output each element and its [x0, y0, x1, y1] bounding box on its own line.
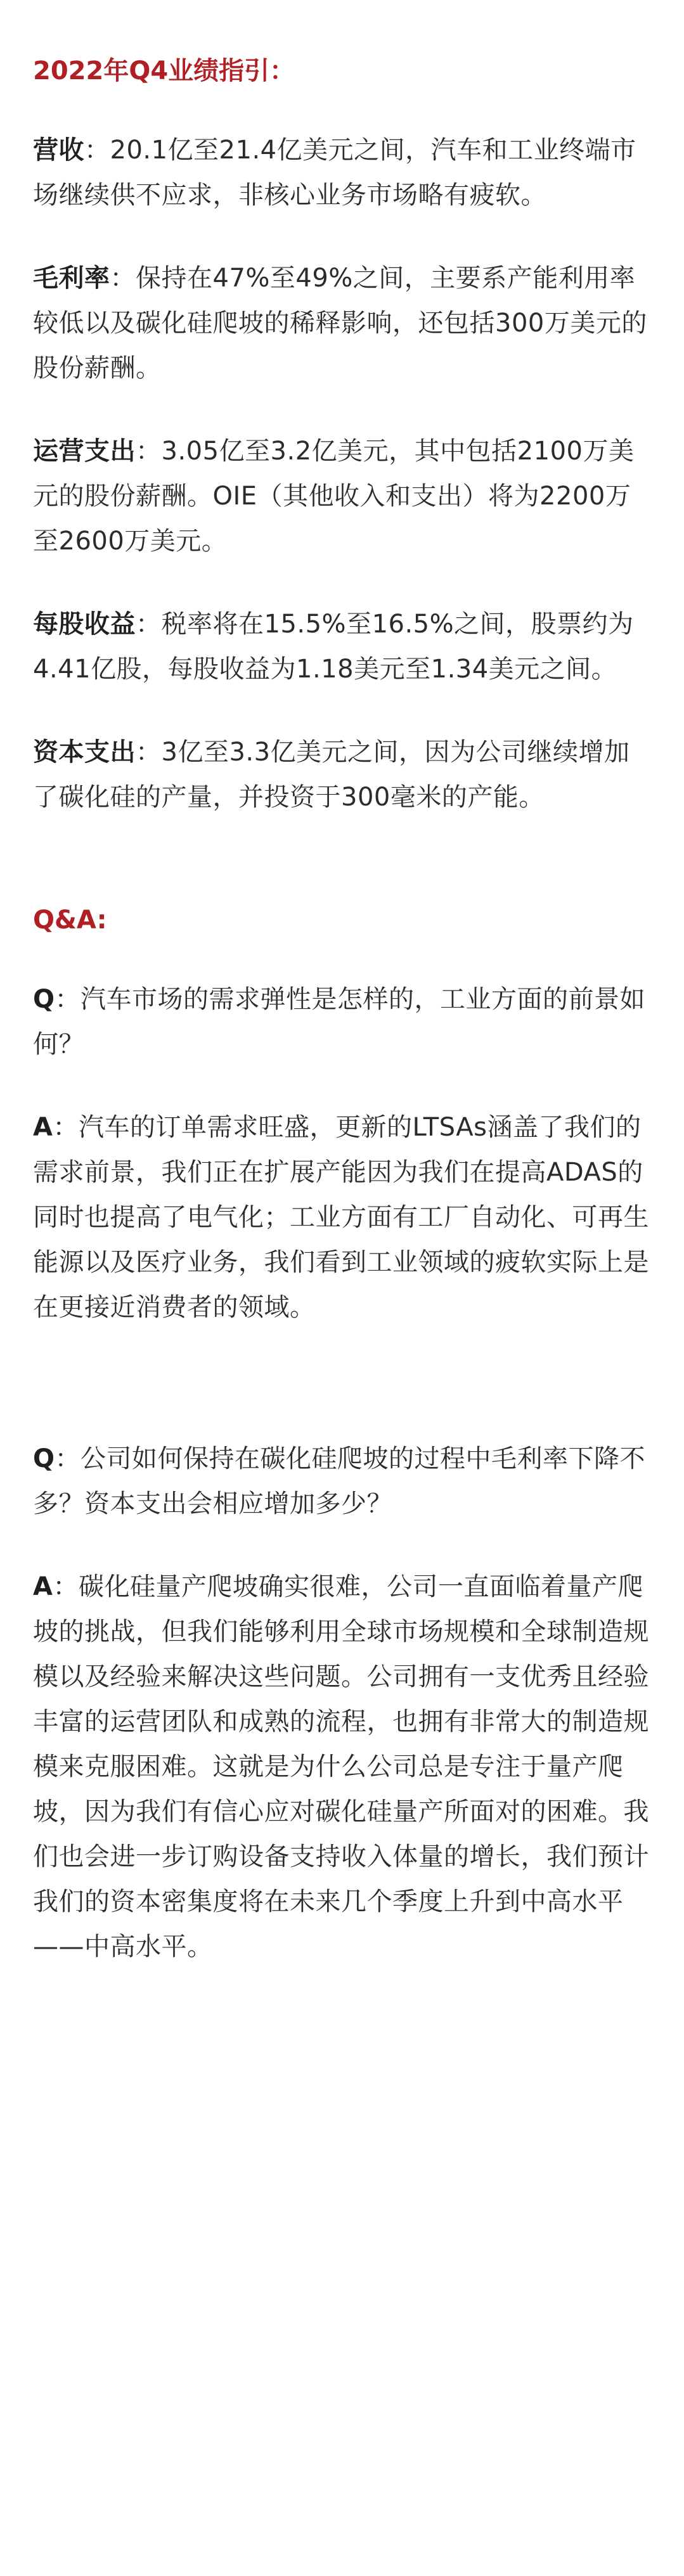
guidance-term: 运营支出 [33, 437, 136, 466]
guidance-text: 3亿至3.3亿美元之间，因为公司继续增加了碳化硅的产量，并投资于300毫米的产能。 [33, 738, 630, 812]
guidance-text: 3.05亿至3.2亿美元，其中包括2100万美元的股份薪酬。OIE（其他收入和支出）将为2200万至2600万美元。 [33, 437, 635, 556]
qa-section-title: Q&A: [33, 906, 107, 935]
guidance-term: 毛利率 [33, 264, 110, 293]
guidance-opex: 运营支出：3.05亿至3.2亿美元，其中包括2100万美元的股份薪酬。OIE（其他收入和支出）将为2200万至2600万美元。 [33, 437, 635, 556]
guidance-text: 20.1亿至21.4亿美元之间，汽车和工业终端市场继续供不应求，非核心业务市场略有疲软。 [33, 136, 636, 210]
guidance-revenue: 营收：20.1亿至21.4亿美元之间，汽车和工业终端市场继续供不应求，非核心业务市场略有疲软。 [33, 136, 636, 210]
guidance-eps: 每股收益：税率将在15.5%至16.5%之间，股票约为4.41亿股，每股收益为1.18美元至1.34美元之间。 [33, 610, 634, 684]
question-label: Q [33, 985, 55, 1014]
guidance-capex: 资本支出：3亿至3.3亿美元之间，因为公司继续增加了碳化硅的产量，并投资于300毫米的产能。 [33, 738, 630, 812]
question-text: 汽车市场的需求弹性是怎样的，工业方面的前景如何？ [33, 985, 646, 1059]
qa-question-1: Q：汽车市场的需求弹性是怎样的，工业方面的前景如何？ [33, 985, 646, 1059]
question-label: Q [33, 1444, 55, 1473]
qa-answer-1: A：汽车的订单需求旺盛，更新的LTSAs涵盖了我们的需求前景，我们正在扩展产能因为我们在提高ADAS的同时也提高了电气化；工业方面有工厂自动化、可再生能源以及医疗业务，我们看到工业领域的疲软实际上是在更接近消费者的领域。 [33, 1113, 649, 1322]
question-text: 公司如何保持在碳化硅爬坡的过程中毛利率下降不多？资本支出会相应增加多少？ [33, 1444, 646, 1518]
guidance-text: 税率将在15.5%至16.5%之间，股票约为4.41亿股，每股收益为1.18美元至1.34美元之间。 [33, 610, 634, 684]
guidance-term: 资本支出 [33, 738, 136, 767]
qa-answer-2: A：碳化硅量产爬坡确实很难，公司一直面临着量产爬坡的挑战，但我们能够利用全球市场规模和全球制造规模以及经验来解决这些问题。公司拥有一支优秀且经验丰富的运营团队和成熟的流程，也拥有非常大的制造规模来克服困难。这就是为什么公司总是专注于量产爬坡，因为我们有信心应对碳化硅量产所面对的困难。我们也会进一步订购设备支持收入体量的增长，我们预计我们的资本密集度将在未来几个季度上升到中高水平——中高水平。 [33, 1572, 649, 1961]
qa-question-2: Q：公司如何保持在碳化硅爬坡的过程中毛利率下降不多？资本支出会相应增加多少？ [33, 1444, 646, 1518]
answer-label: A [33, 1572, 53, 1601]
guidance-gross-margin: 毛利率：保持在47%至49%之间，主要系产能利用率较低以及碳化硅爬坡的稀释影响，还包括300万美元的股份薪酬。 [33, 264, 647, 383]
answer-text: 汽车的订单需求旺盛，更新的LTSAs涵盖了我们的需求前景，我们正在扩展产能因为我们在提高ADAS的同时也提高了电气化；工业方面有工厂自动化、可再生能源以及医疗业务，我们看到工业领域的疲软实际上是在更接近消费者的领域。 [33, 1113, 649, 1322]
answer-label: A [33, 1113, 53, 1142]
guidance-text: 保持在47%至49%之间，主要系产能利用率较低以及碳化硅爬坡的稀释影响，还包括300万美元的股份薪酬。 [33, 264, 647, 383]
answer-text: 碳化硅量产爬坡确实很难，公司一直面临着量产爬坡的挑战，但我们能够利用全球市场规模和全球制造规模以及经验来解决这些问题。公司拥有一支优秀且经验丰富的运营团队和成熟的流程，也拥有非常大的制造规模来克服困难。这就是为什么公司总是专注于量产爬坡，因为我们有信心应对碳化硅量产所面对的困难。我们也会进一步订购设备支持收入体量的增长，我们预计我们的资本密集度将在未来几个季度上升到中高水平——中高水平。 [33, 1572, 649, 1961]
guidance-term: 营收 [33, 136, 84, 165]
guidance-section-title: 2022年Q4业绩指引： [33, 56, 295, 86]
guidance-term: 每股收益 [33, 610, 136, 639]
